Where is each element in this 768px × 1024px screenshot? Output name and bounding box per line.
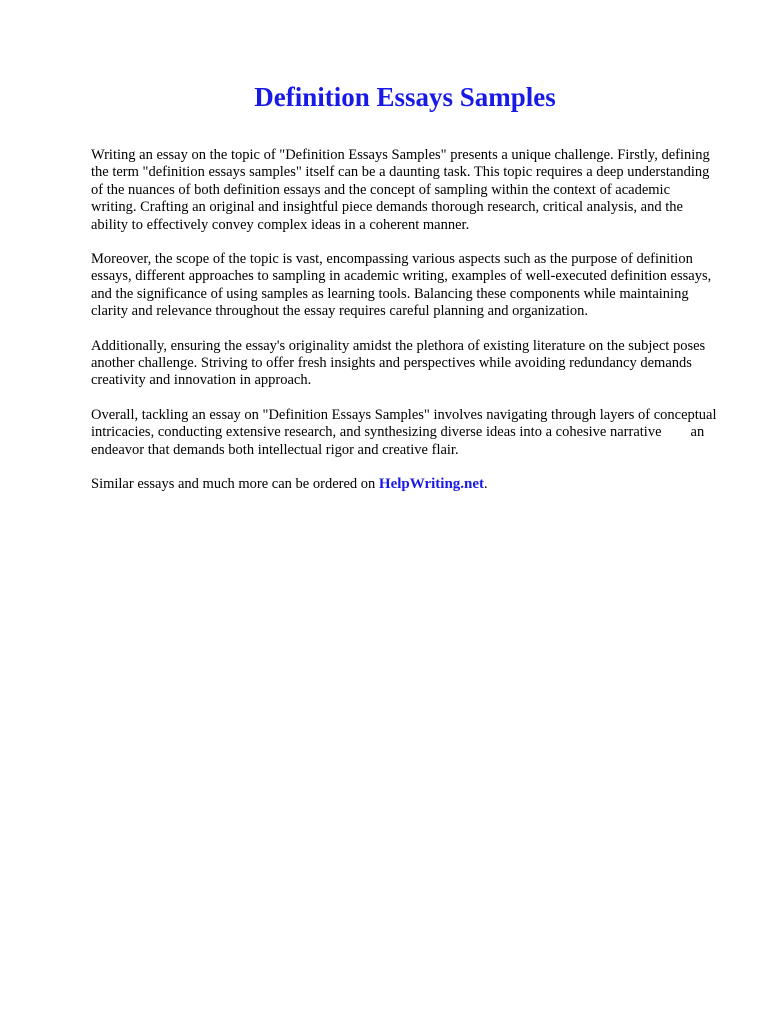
document-title: Definition Essays Samples bbox=[254, 82, 556, 112]
paragraph-2: Moreover, the scope of the topic is vast, encompassing various aspects such as the purpose of definition essays, different approaches to sampling in academic writing, examples of well-executed definition essays, and the significance of using samples as learning tools. Balancing these components while maintaining clarity and relevance throughout the essay requires careful planning and organization. bbox=[91, 251, 712, 320]
helpwriting-link[interactable]: HelpWriting.net bbox=[378, 476, 485, 493]
closing-line bbox=[91, 476, 719, 493]
paragraph-1: Writing an essay on the topic of "Definition Essays Samples" presents a unique challenge. Firstly, defining the term "definition essays samples" itself can be a daunting task. This topic requires a deep understanding of the nuances of both definition essays and the concept of sampling within the context of academic writing. Crafting an original and insightful piece demands thorough research, critical analysis, and the ability to effectively convey complex ideas in a coherent manner. bbox=[91, 147, 710, 233]
closing-suffix: . bbox=[484, 476, 488, 493]
closing-prefix: Similar essays and much more can be ordered on bbox=[91, 476, 379, 493]
document-body bbox=[91, 147, 719, 511]
paragraph-4: Overall, tackling an essay on "Definition Essays Samples" involves navigating through layers of conceptual intricacies, conducting extensive research, and synthesizing diverse ideas into a cohesive narrative an endeavor that demands both intellectual rigor and creative flair. bbox=[91, 406, 717, 458]
paragraph-3: Additionally, ensuring the essay's originality amidst the plethora of existing literature on the subject poses another challenge. Striving to offer fresh insights and perspectives while avoiding redundancy demands creativity and innovation in approach. bbox=[91, 337, 706, 389]
